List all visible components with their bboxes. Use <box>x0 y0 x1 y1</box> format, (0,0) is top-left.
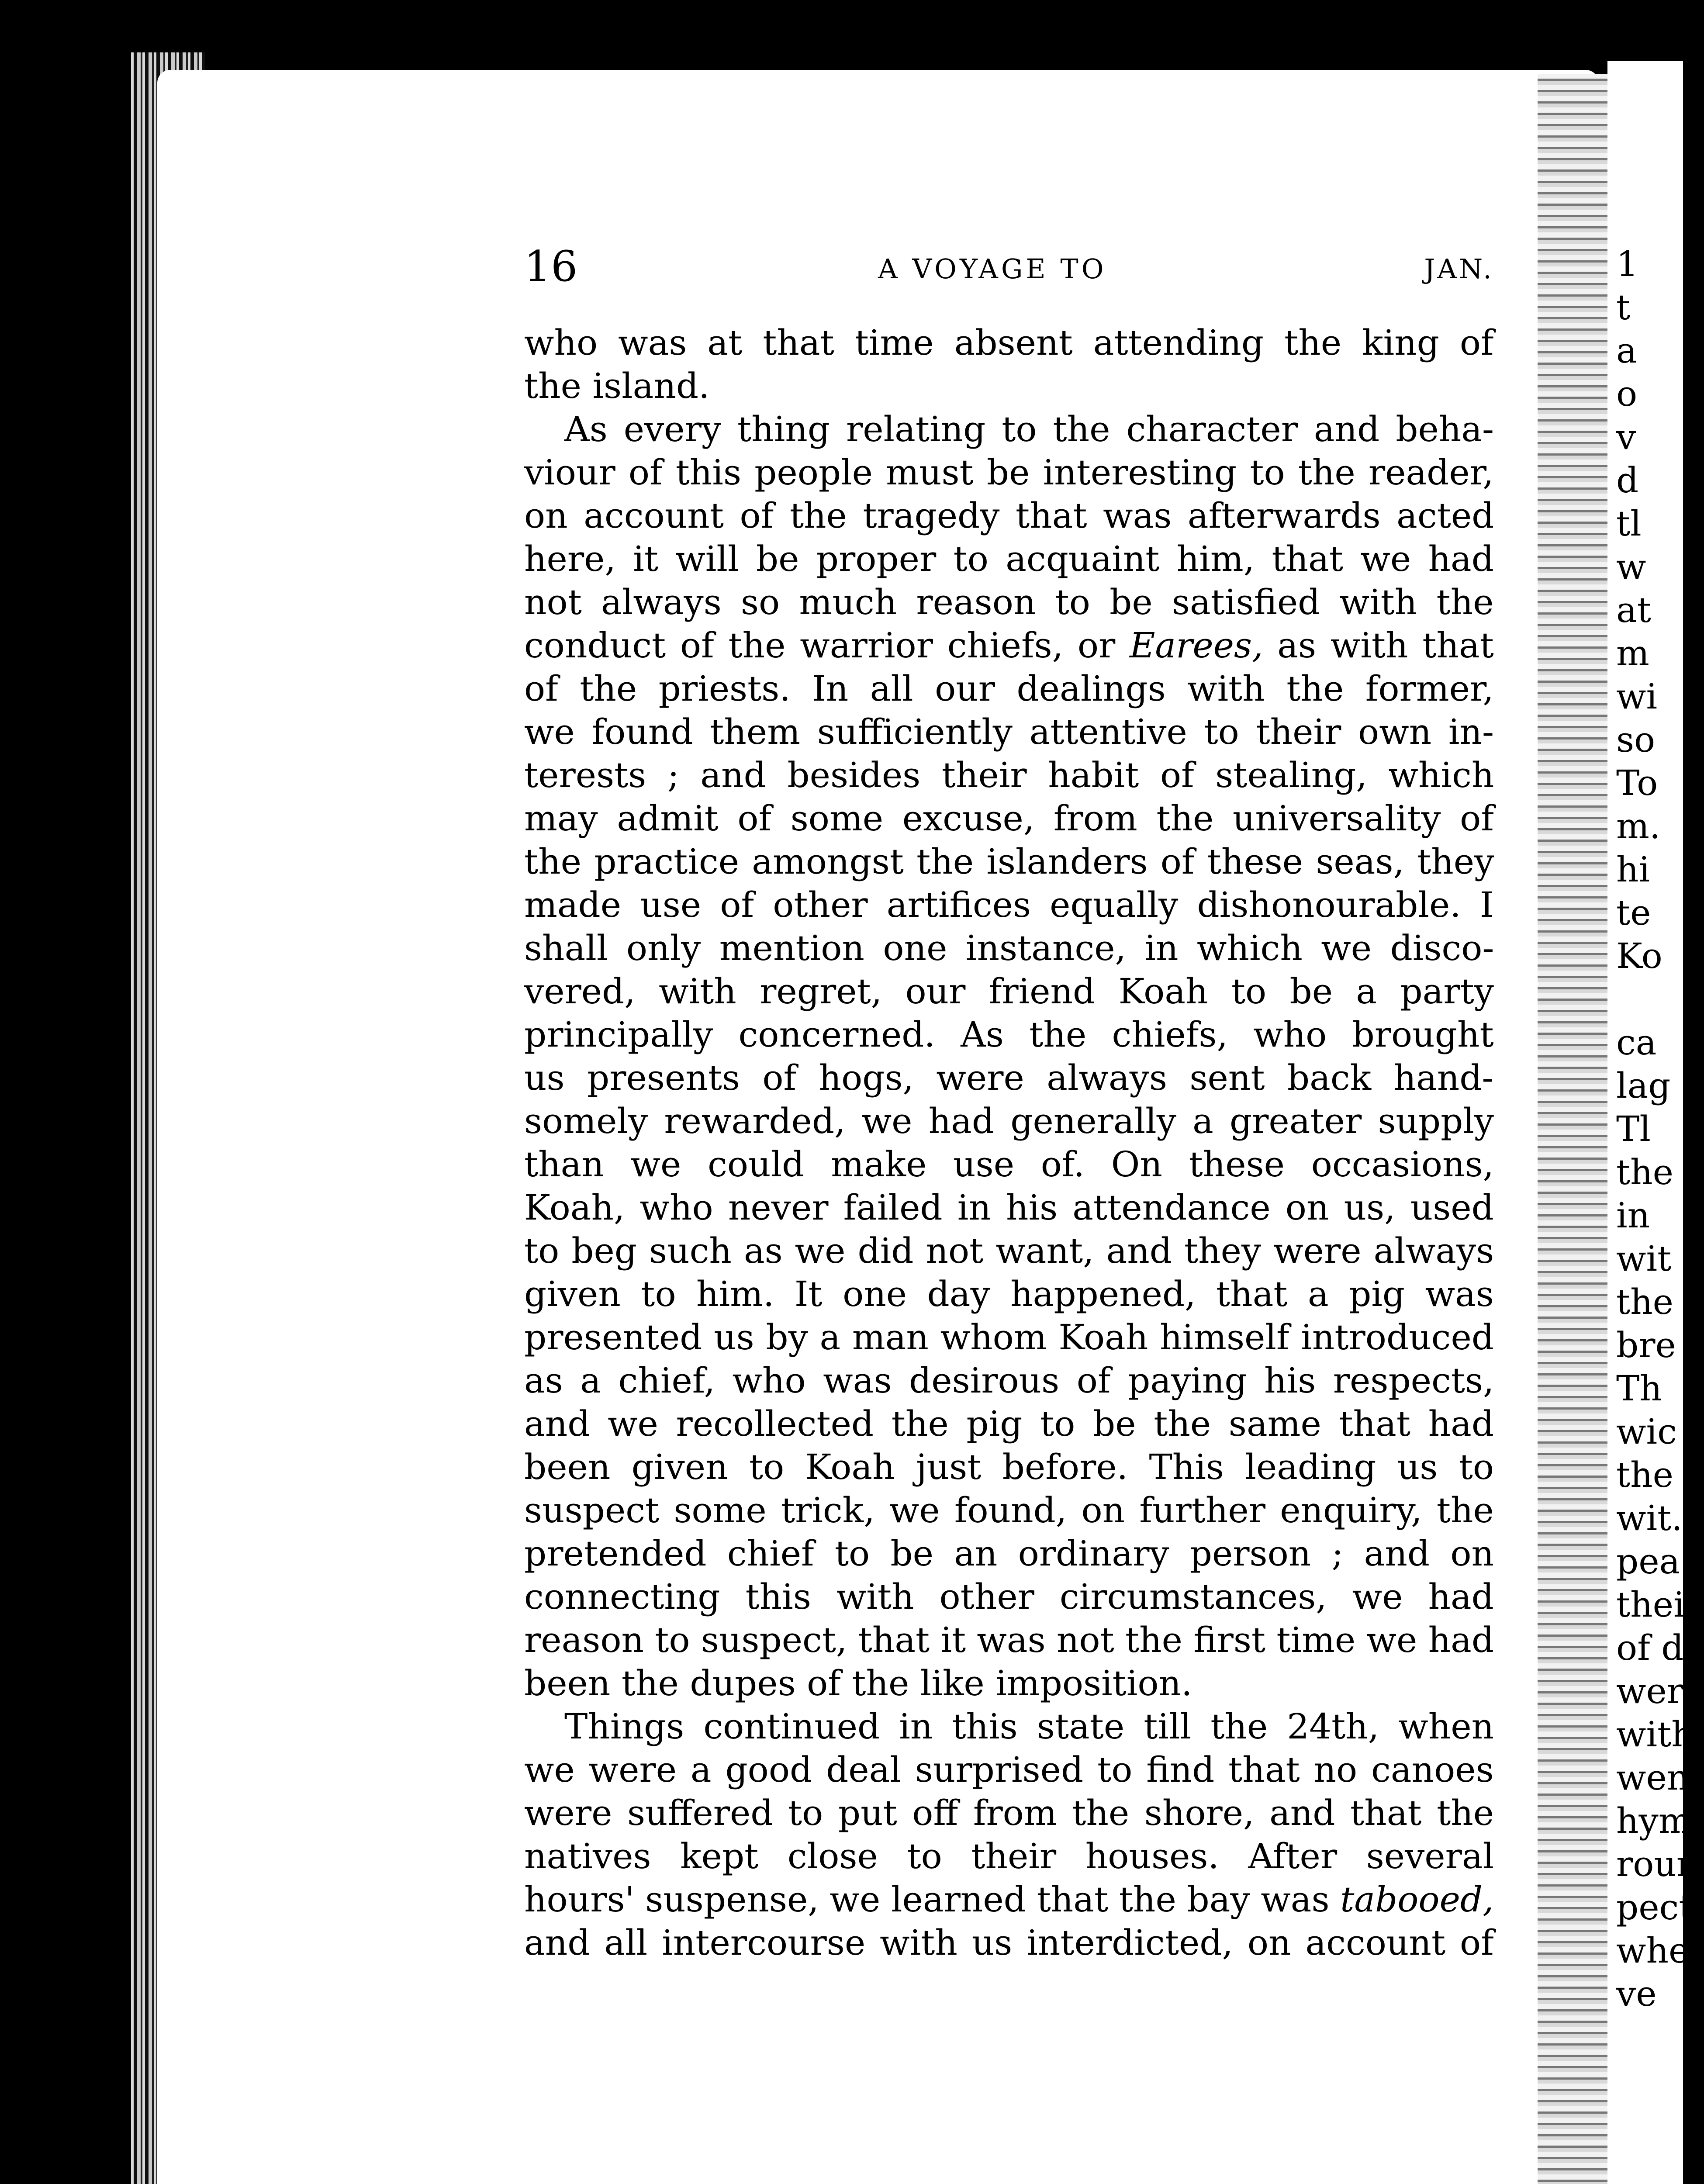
facing-page-line: thei <box>1616 1584 1685 1625</box>
text-line: not always so much reason to be satisfied with the <box>524 582 1494 622</box>
facing-page-line: rour <box>1616 1844 1694 1884</box>
facing-page-line: hi <box>1616 849 1650 890</box>
facing-page-line: wic <box>1616 1411 1677 1452</box>
text-line: we were a good deal surprised to find that no canoes <box>524 1749 1494 1790</box>
facing-page-line: a <box>1616 330 1637 371</box>
facing-page-line: Ko <box>1616 936 1663 976</box>
facing-page-line: bre <box>1616 1325 1676 1365</box>
text-line: here, it will be proper to acquaint him, that we had <box>524 539 1494 579</box>
text-line: shall only mention one instance, in which we disco- <box>524 928 1494 968</box>
facing-page-line: Tl <box>1616 1109 1651 1149</box>
text-line: terests ; and besides their habit of stealing, which <box>524 755 1494 795</box>
page-number: 16 <box>524 242 578 291</box>
text-line: been given to Koah just before. This leading us to <box>524 1447 1494 1487</box>
text-line: pretended chief to be an ordinary person ; and on <box>524 1533 1494 1574</box>
text-line: hours' suspense, we learned that the bay was tabooed, <box>524 1879 1494 1920</box>
text-line: were suffered to put off from the shore, and that the <box>524 1793 1494 1833</box>
text-line: of the priests. In all our dealings with the former, <box>524 668 1494 709</box>
facing-page-line: To <box>1616 763 1658 803</box>
facing-page-text-fragment <box>1616 242 1704 2015</box>
text-line: reason to suspect, that it was not the first time we had <box>524 1620 1494 1660</box>
facing-page-line: were <box>1616 1671 1704 1711</box>
facing-page-line: whe. <box>1616 1930 1701 1971</box>
text-line: vered, with regret, our friend Koah to be a party <box>524 971 1494 1012</box>
text-line: been the dupes of the like imposition. <box>524 1663 1192 1704</box>
facing-page-line: ve <box>1616 1973 1657 2014</box>
facing-page-line: wi <box>1616 676 1658 717</box>
text-line: viour of this people must be interesting to the reader, <box>524 452 1494 493</box>
text-line: Koah, who never failed in his attendance on us, used <box>524 1187 1494 1228</box>
facing-page-line: v <box>1616 417 1636 457</box>
text-line: the practice amongst the islanders of these seas, they <box>524 841 1494 882</box>
text-line: the island. <box>524 366 710 406</box>
text-line: who was at that time absent attending the king of <box>524 322 1494 363</box>
text-line: natives kept close to their houses. After several <box>524 1836 1494 1876</box>
facing-page-line: hym <box>1616 1800 1692 1841</box>
facing-page-line: wen <box>1616 1757 1690 1798</box>
facing-page-line: o <box>1616 373 1638 414</box>
text-line: As every thing relating to the character and beha- <box>564 409 1494 449</box>
facing-page-line: d <box>1616 460 1639 501</box>
facing-page-line: te <box>1616 892 1651 933</box>
text-line: made use of other artifices equally dishonourable. I <box>524 885 1494 925</box>
text-line: and we recollected the pig to be the same that had <box>524 1403 1494 1444</box>
facing-page-line: the <box>1616 1282 1674 1322</box>
text-line: connecting this with other circumstances, we had <box>524 1576 1494 1617</box>
facing-page-line: Th <box>1616 1368 1662 1409</box>
facing-page-line: t <box>1616 287 1631 328</box>
text-line: may admit of some excuse, from the universality of <box>524 798 1494 839</box>
facing-page-line: pea <box>1616 1541 1680 1582</box>
facing-page-line: in <box>1616 1195 1650 1236</box>
facing-page-line: the <box>1616 1152 1674 1192</box>
text-line: and all intercourse with us interdicted, on account of <box>524 1922 1494 1963</box>
facing-page-line: wit. <box>1616 1498 1683 1538</box>
running-title: A VOYAGE TO <box>878 253 1107 285</box>
text-line: than we could make use of. On these occasions, <box>524 1144 1494 1185</box>
page-header <box>524 242 1494 290</box>
text-line: conduct of the warrior chiefs, or Earees, as with that <box>524 625 1494 666</box>
facing-page-line: of d <box>1616 1628 1684 1668</box>
facing-page-line: at <box>1616 590 1651 630</box>
facing-page-line: with <box>1616 1714 1694 1755</box>
text-line: to beg such as we did not want, and they were always <box>524 1230 1494 1271</box>
text-line: on account of the tragedy that was afterwards acted <box>524 495 1494 536</box>
facing-page-line: lag <box>1616 1065 1671 1106</box>
text-line: given to him. It one day happened, that a pig was <box>524 1274 1494 1314</box>
facing-page-line: so <box>1616 719 1656 760</box>
facing-page-line: wit <box>1616 1238 1672 1279</box>
facing-page-line: w <box>1616 546 1646 587</box>
facing-page-line: tl <box>1616 503 1642 544</box>
month-label: JAN. <box>1424 253 1494 285</box>
text-line: suspect some trick, we found, on further enquiry, the <box>524 1490 1494 1531</box>
facing-page-line <box>1616 978 1682 1021</box>
facing-page-line: 1 <box>1616 244 1638 284</box>
text-line: as a chief, who was desirous of paying his respects, <box>524 1360 1494 1401</box>
text-line: Things continued in this state till the 24th, when <box>564 1706 1494 1747</box>
facing-page-line: m <box>1616 633 1649 674</box>
body-text <box>524 321 1494 1964</box>
facing-page-line: the <box>1616 1455 1674 1495</box>
facing-page-line: m. <box>1616 806 1661 847</box>
text-line: us presents of hogs, were always sent back hand- <box>524 1057 1494 1098</box>
text-line: somely rewarded, we had generally a greater supply <box>524 1101 1494 1141</box>
text-line: principally concerned. As the chiefs, who brought <box>524 1014 1494 1055</box>
facing-page-line: pect <box>1616 1887 1693 1928</box>
facing-page-line: ca <box>1616 1022 1657 1063</box>
text-line: presented us by a man whom Koah himself introduced <box>524 1317 1494 1358</box>
text-line: we found them sufficiently attentive to their own in- <box>524 712 1494 752</box>
